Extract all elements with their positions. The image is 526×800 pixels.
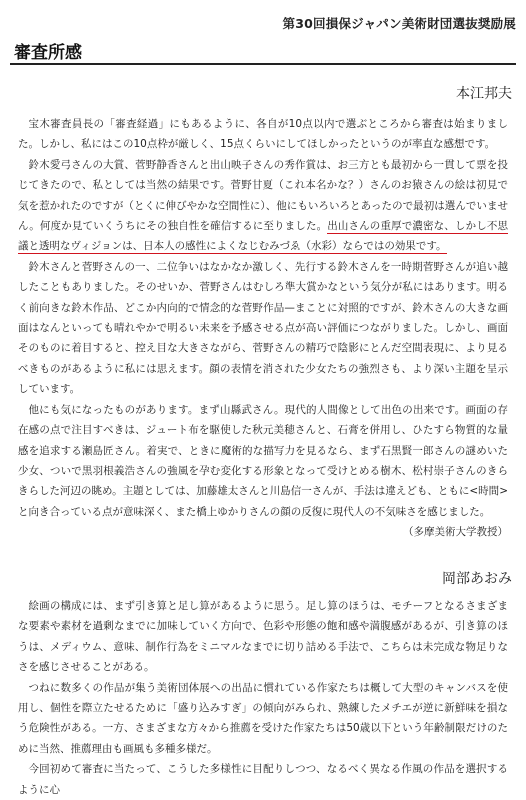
section-title: 審査所感 (14, 43, 82, 63)
author-affiliation: （多摩美術大学教授） (403, 526, 508, 539)
paragraph: 鈴木さんと菅野さんの一、二位争いはなかなか激しく、先行する鈴木さんを一時期菅野さんが追い越したこともありました。そのせいか、菅野さんはむしろ準大賞かなという気分が私にはあります。明るく前向きな鈴木作品、どこか内向的で情念的な菅野作品—まことに対照的ですが、鈴木さんの大きな画面はなんといっても晴れやかで明るい未来を予感させる点が高い評価につながりました。しかし、画面そのものに着目すると、控え目な大きさながら、菅野さんの精巧で陰影にとんだ空間表現に、より見るべきものがあるように私には思えます。顔の表情を消された少女たちの強烈さも、より深い主題を呈示しています。 (18, 260, 508, 396)
paragraph: 絵画の構成には、まず引き算と足し算があるように思う。足し算のほうは、モチーフとなるさまざまな要素や素材を過剰なまでに加味していく方向で、色彩や形態の飽和感や満腹感があるが、引き算のほうは、メディウム、意味、制作行為をミニマルなまでに切り詰める手法で、こちらは未完成な物足りなさを感じさせることがある。 (18, 600, 508, 674)
paragraph-text: 鈴木愛弓さんの大賞、菅野静香さんと出山映子さんの秀作賞は、お三方とも最初から一貫して票を投じてきたので、私としては当然の結果です。菅野甘夏（これ本名かな？）さんのお猿さんの絵は初見で気を惹かれたのですが（とくに伸びやかな空間性に）、他にもいろいろとあったので最初は選んでいません。何度か見ていくうちにその独自性を確信するに至りました。 (18, 158, 508, 233)
section-divider (10, 63, 516, 65)
article-text (18, 114, 508, 543)
paragraph: 今回初めて審査に当たって、こうした多様性に目配りしつつ、なるべく異なる作風の作品を選択するように心 (18, 763, 508, 796)
paragraph: つねに数多くの作品が集う美術団体展への出品に慣れている作家たちは概して大型のキャンバスを使用し、個性を際立たせるために「盛り込みすぎ」の傾向がみられ、熟練したメチエが逆に新鮮味を損なう危険性がある。一方、さまざまな方々から推薦を受けた作家たちは50歳以下という年齢制限だけのために当然、推薦理由も画風も多種多様だ。 (18, 681, 508, 755)
article-text (18, 596, 508, 800)
author-name: 岡部あおみ (442, 571, 512, 587)
paragraph (18, 155, 508, 257)
paragraph: 宝木審査員長の「審査経過」にもあるように、各自が10点以内で選ぶところから審査は始まりました。しかし、私にはこの10点枠が厳しく、15点くらいにしてほしかったというのが率直な感想です。 (18, 118, 508, 151)
highlighted-sentence: 出山さんの重厚で濃密な、しかし不思議と透明なヴィジョンは、日本人の感性によくなじむみづゑ（水彩）ならではの効果です。 (18, 220, 508, 253)
paragraph: 他にも気になったものがあります。まず山縣武さん。現代的人間像として出色の出来です。画面の存在感の点で注目すべきは、ジュート布を駆使した秋元美穂さんと、石膏を併用し、ひたすら物質的な量感を追求する瀬島匠さん。着実で、ときに魔術的な描写力を見るなら、まず石黒賢一郎さんの謎めいた少女、ついで黒羽根義浩さんの強風を孕む変化する形象となって受けとめる樹木、松村崇子さんのきらきらした河辺の眺め。主題としては、加藤雄太さんと川島信一さんが、手法は違えども、ともに<時間>と向き合っている点が意味深く、また橋上ゆかりさんの顔の反復に現代人の不気味さを感じました。 (18, 403, 508, 518)
exhibition-title: 第30回損保ジャパン美術財団選抜奨励展 (282, 16, 516, 31)
author-name: 本江邦夫 (456, 86, 512, 102)
